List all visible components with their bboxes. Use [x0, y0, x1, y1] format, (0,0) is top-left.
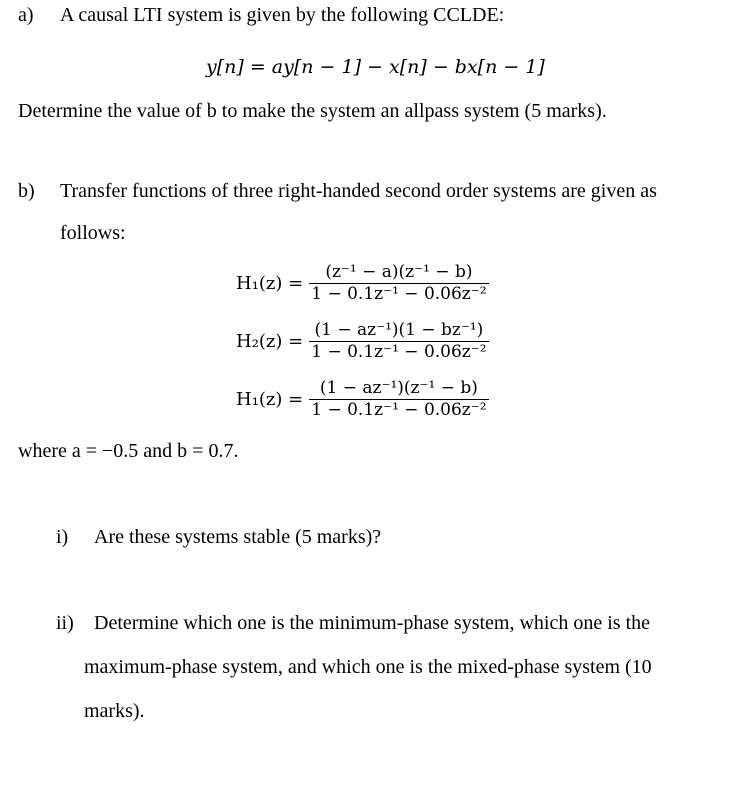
sub-ii-line3: marks).	[84, 700, 145, 722]
part-a-label: a)	[18, 4, 34, 26]
part-b-intro-line2: follows:	[60, 222, 126, 244]
tf1-fraction	[309, 262, 488, 305]
sub-ii-line2: maximum-phase system, and which one is the mixed-phase system (10	[84, 656, 652, 678]
part-a-equation: y[n] = ay[n − 1] − x[n] − bx[n − 1]	[206, 56, 545, 78]
tf2-denominator: 1 − 0.1z⁻¹ − 0.06z⁻²	[311, 342, 487, 362]
tf3-lhs: H₁(z) =	[236, 389, 304, 410]
part-a-question: Determine the value of b to make the system an allpass system (5 marks).	[18, 100, 607, 122]
tf1-lhs: H₁(z) =	[236, 273, 304, 294]
tf3-denominator: 1 − 0.1z⁻¹ − 0.06z⁻²	[311, 400, 487, 420]
tf2-numerator: (1 − az⁻¹)(1 − bz⁻¹)	[314, 320, 484, 340]
transfer-function-2	[236, 320, 489, 363]
tf3-numerator: (1 − az⁻¹)(z⁻¹ − b)	[319, 378, 478, 398]
tf2-lhs: H₂(z) =	[236, 331, 304, 352]
tf3-fraction	[309, 378, 488, 421]
part-b-label: b)	[18, 180, 35, 202]
transfer-function-3	[236, 378, 489, 421]
sub-ii-line1: Determine which one is the minimum-phase system, which one is the	[94, 612, 650, 634]
sub-i-text: Are these systems stable (5 marks)?	[94, 526, 382, 548]
tf1-numerator: (z⁻¹ − a)(z⁻¹ − b)	[325, 262, 473, 282]
part-a-intro: A causal LTI system is given by the following CCLDE:	[60, 4, 505, 26]
part-b-where: where a = −0.5 and b = 0.7.	[18, 440, 239, 462]
transfer-function-1	[236, 262, 489, 305]
sub-ii-label: ii)	[56, 612, 74, 634]
part-b-intro-line1: Transfer functions of three right-handed second order systems are given as	[60, 180, 657, 202]
sub-i-label: i)	[56, 526, 69, 548]
tf1-denominator: 1 − 0.1z⁻¹ − 0.06z⁻²	[311, 284, 487, 304]
tf2-fraction	[309, 320, 488, 363]
